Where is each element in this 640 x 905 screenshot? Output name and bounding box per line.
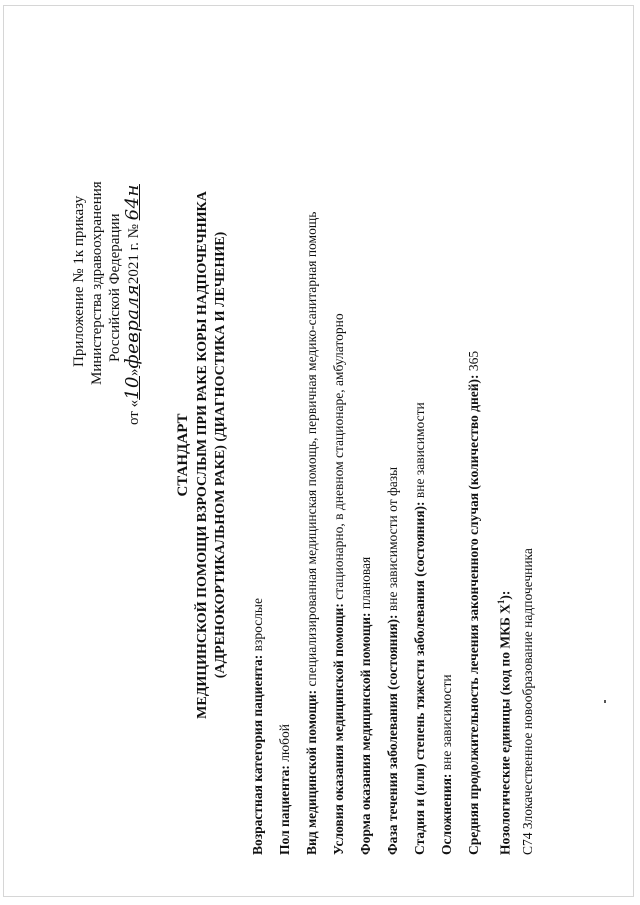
field-care-form	[358, 557, 374, 855]
field-nosological-units	[493, 591, 514, 855]
field-value: плановая	[358, 556, 373, 613]
appendix-line-1: Приложение № 1к приказу	[71, 195, 87, 367]
field-value: специализированная медицинская помощь, первичная медико-санитарная помощь	[304, 211, 319, 690]
document-subtitle-line-2: (АДРЕНОКОРТИКАЛЬНОМ РАКЕ) (ДИАГНОСТИКА И ЛЕЧЕНИЕ)	[213, 231, 228, 679]
field-care-type	[304, 212, 320, 855]
field-sex	[277, 724, 293, 855]
field-label: Стадия и (или) степень тяжести заболевания (состояния):	[412, 501, 427, 855]
field-label: Вид медицинской помощи:	[304, 689, 319, 855]
appendix-date-line	[124, 184, 143, 425]
field-label: Осложнения:	[439, 773, 454, 855]
date-day: 10	[122, 375, 143, 400]
order-number: 64н	[122, 184, 143, 221]
appendix-line-3: Российской Федерации	[107, 213, 123, 362]
field-label: Форма оказания медицинской помощи:	[358, 612, 373, 855]
date-year: 2021 г. №	[126, 224, 142, 285]
field-complications	[439, 674, 455, 855]
field-icd-code	[520, 548, 536, 855]
field-value: ):	[497, 590, 513, 600]
rotated-content	[50, 55, 610, 855]
document-title: СТАНДАРТ	[175, 413, 191, 497]
document-subtitle-line-1: МЕДИЦИНСКОЙ ПОМОЩИ ВЗРОСЛЫМ ПРИ РАКЕ КОРЫ НАДПОЧЕЧНИКА	[195, 191, 210, 719]
field-age-category	[250, 598, 266, 855]
field-disease-stage	[412, 402, 428, 855]
appendix-line-2: Министерства здравоохранения	[89, 181, 105, 385]
field-value: 365	[466, 350, 481, 375]
date-month: февраля	[122, 284, 143, 369]
field-care-conditions	[331, 313, 347, 855]
field-value: C74 Злокачественное новообразование надпочечника	[520, 548, 535, 855]
field-label: Пол пациента:	[277, 765, 292, 855]
field-value: взрослые	[250, 598, 265, 655]
field-label: Средняя продолжительность лечения законченного случая (количество дней):	[466, 374, 481, 855]
field-label: Фаза течения заболевания (состояния):	[385, 614, 400, 855]
field-value: вне зависимости	[412, 402, 427, 502]
field-label: Возрастная категория пациента:	[250, 654, 265, 855]
field-value: стационарно, в дневном стационаре, амбулаторно	[331, 313, 346, 604]
field-label: Условия оказания медицинской помощи:	[331, 603, 346, 855]
field-value: вне зависимости	[439, 674, 454, 774]
footnote-mark: 1	[496, 599, 506, 605]
field-treatment-duration	[466, 351, 482, 855]
field-value: любой	[277, 724, 292, 766]
field-disease-phase	[385, 467, 401, 855]
date-mid: »	[126, 368, 142, 376]
date-prefix: от «	[126, 399, 142, 425]
field-value: вне зависимости от фазы	[385, 466, 400, 615]
field-label: Нозологические единицы (код по МКБ X	[497, 604, 513, 855]
